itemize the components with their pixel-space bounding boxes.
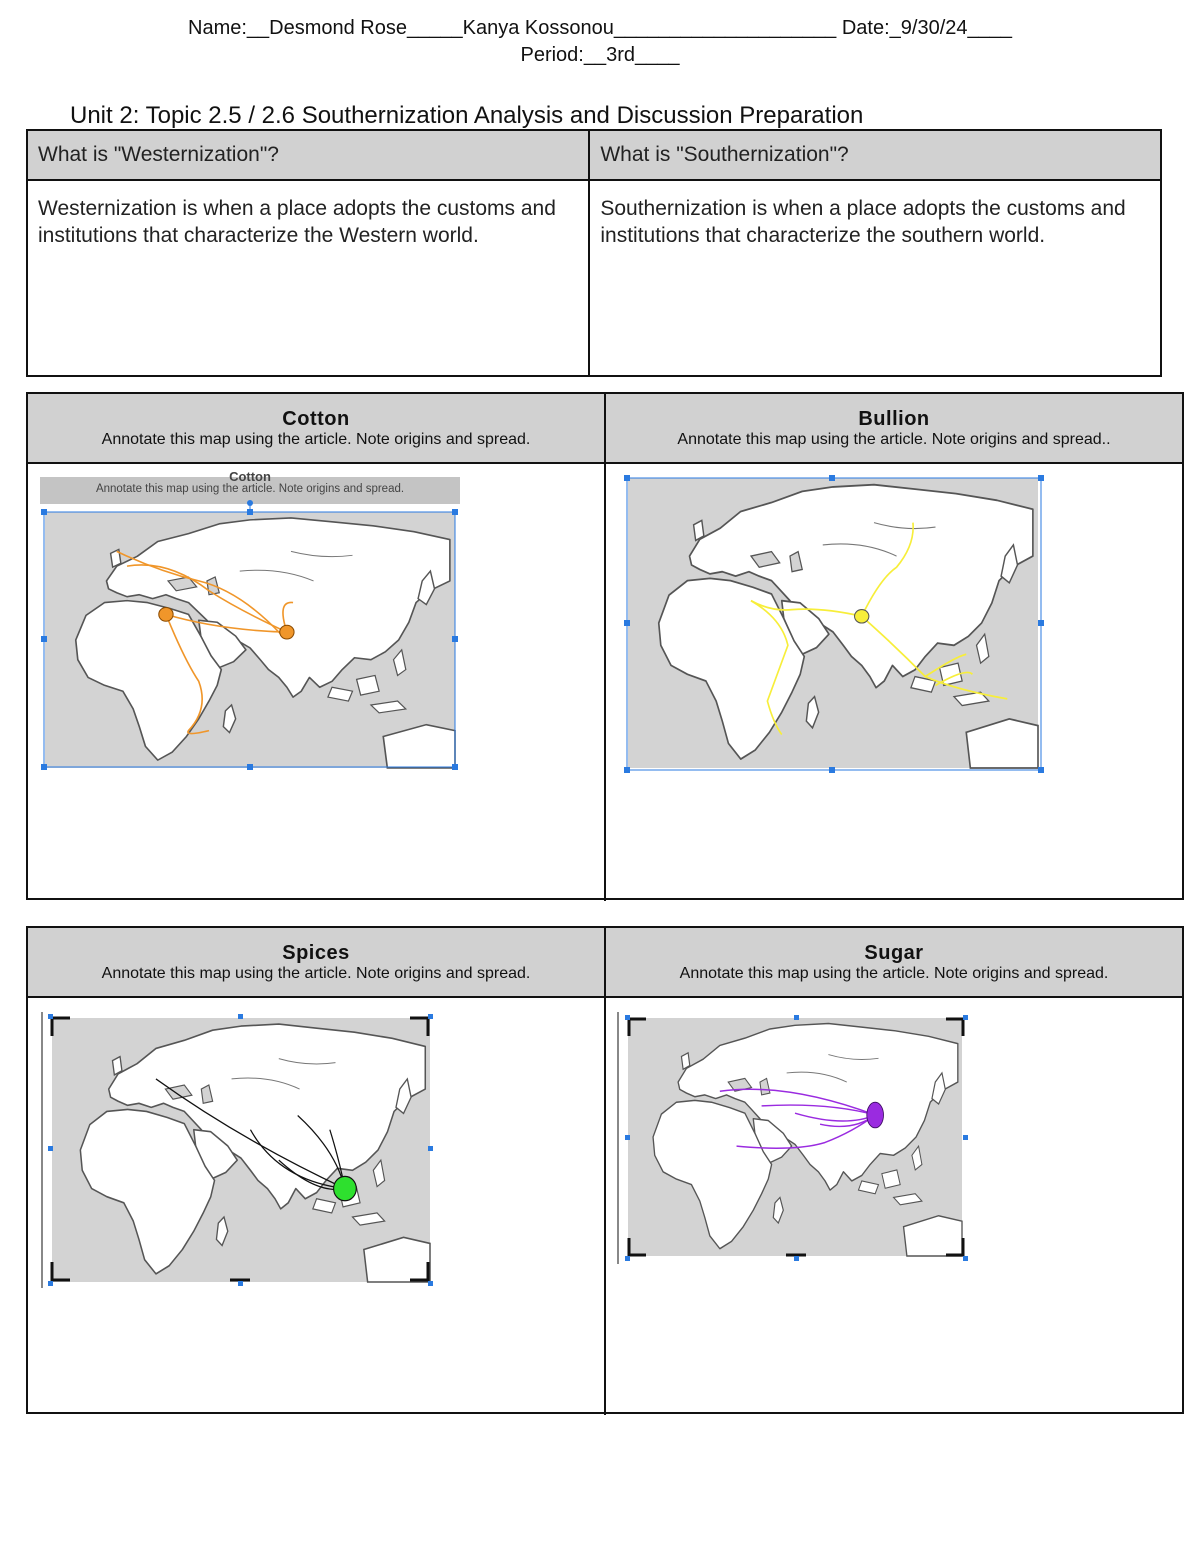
spices-instruction: Annotate this map using the article. Note origins and spread.	[101, 965, 531, 982]
cotton-map-caption	[40, 469, 460, 504]
name-date-line: Name:__Desmond Rose_____Kanya Kossonou____________________ Date:_9/30/24____	[188, 17, 1012, 39]
sugar-selection-frame[interactable]	[616, 1010, 972, 1266]
southernization-question: What is "Southernization"?	[589, 130, 1161, 180]
cotton-map-caption-title: Cotton	[229, 469, 271, 484]
spices-header	[28, 928, 606, 996]
definitions-table	[26, 129, 1162, 377]
page-title: Unit 2: Topic 2.5 / 2.6 Southernization Analysis and Discussion Preparation	[70, 102, 864, 129]
bullion-header	[606, 394, 1182, 462]
sugar-header	[606, 928, 1182, 996]
cotton-header	[28, 394, 606, 462]
cotton-selection-frame[interactable]	[40, 508, 460, 772]
bullion-title: Bullion	[858, 408, 930, 430]
cotton-instruction: Annotate this map using the article. Note origins and spread.	[101, 431, 531, 448]
bullion-selection-frame[interactable]	[622, 474, 1046, 774]
cotton-title: Cotton	[282, 408, 350, 430]
westernization-answer[interactable]: Westernization is when a place adopts the customs and institutions that characterize the Western world.	[27, 180, 589, 376]
sugar-title: Sugar	[864, 942, 924, 964]
period-line: Period:__3rd____	[520, 44, 680, 66]
southernization-answer[interactable]: Southernization is when a place adopts the customs and institutions that characterize the southern world.	[589, 180, 1161, 376]
cotton-map-caption-instruction: Annotate this map using the article. Note origins and spread.	[95, 483, 405, 495]
bullion-instruction: Annotate this map using the article. Note origins and spread..	[677, 431, 1111, 448]
sugar-instruction: Annotate this map using the article. Note origins and spread.	[679, 965, 1109, 982]
spices-selection-frame[interactable]	[40, 1010, 440, 1290]
westernization-question: What is "Westernization"?	[27, 130, 589, 180]
spices-title: Spices	[282, 942, 350, 964]
